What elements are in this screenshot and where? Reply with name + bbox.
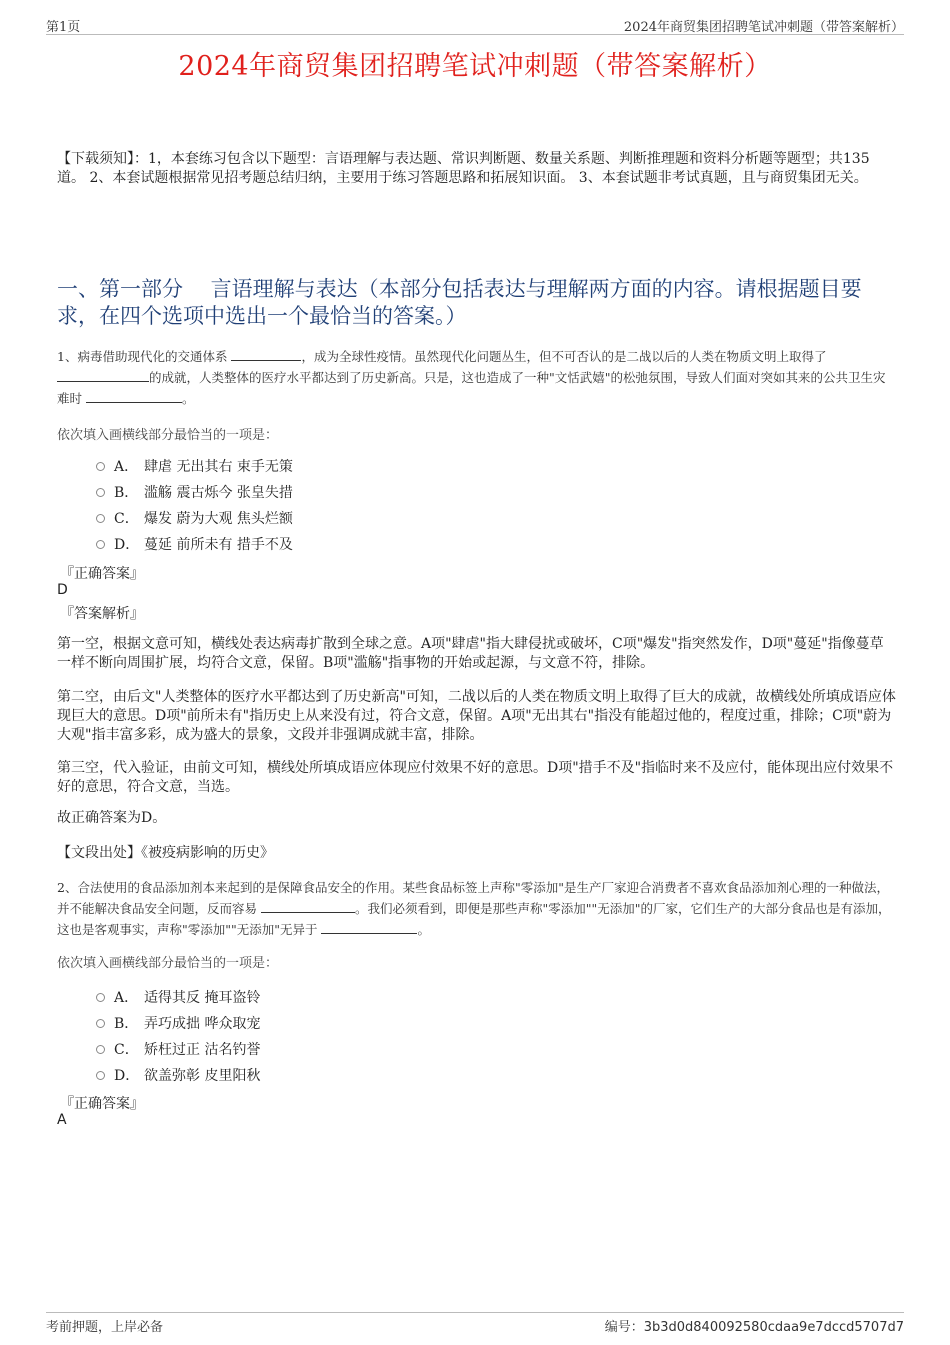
radio-icon[interactable] xyxy=(96,462,105,471)
radio-icon[interactable] xyxy=(96,1019,105,1028)
radio-icon[interactable] xyxy=(96,993,105,1002)
question-1-prompt: 依次填入画横线部分最恰当的一项是： xyxy=(57,428,279,443)
question-2-options xyxy=(96,984,260,1088)
option-b[interactable]: B． 滥觞 震古烁今 张皇失措 xyxy=(96,479,293,505)
answer-label: 『正确答案』 xyxy=(60,1096,144,1112)
radio-icon[interactable] xyxy=(96,540,105,549)
radio-icon[interactable] xyxy=(96,1071,105,1080)
document-title: 2024年商贸集团招聘笔试冲刺题（带答案解析） xyxy=(178,51,772,82)
option-c[interactable]: C． 爆发 蔚为大观 焦头烂额 xyxy=(96,505,293,531)
option-a[interactable]: A． 肆虐 无出其右 束手无策 xyxy=(96,453,293,479)
question-1-options xyxy=(96,453,293,557)
analysis-conclusion: 故正确答案为D。 xyxy=(57,810,167,826)
radio-icon[interactable] xyxy=(96,488,105,497)
blank xyxy=(321,919,417,934)
blank xyxy=(57,367,149,382)
header-doc-title: 2024年商贸集团招聘笔试冲刺题（带答案解析） xyxy=(623,20,904,35)
page-number: 第1页 xyxy=(46,20,81,35)
footer-slogan: 考前押题，上岸必备 xyxy=(46,1320,164,1335)
blank xyxy=(261,898,355,913)
blank xyxy=(86,388,182,403)
option-b[interactable]: B． 弄巧成拙 哗众取宠 xyxy=(96,1010,260,1036)
option-a[interactable]: A． 适得其反 掩耳盗铃 xyxy=(96,984,260,1010)
blank xyxy=(231,346,301,361)
option-c[interactable]: C． 矫枉过正 沽名钓誉 xyxy=(96,1036,260,1062)
radio-icon[interactable] xyxy=(96,1045,105,1054)
source-citation: 【文段出处】《被疫病影响的历史》 xyxy=(57,845,274,861)
correct-answer: A xyxy=(57,1112,67,1128)
analysis-paragraph: 第二空，由后文"人类整体的医疗水平都达到了历史新高"可知，二战以后的人类在物质文明上取得了巨大的成就，故横线处所填成语应体现巨大的意思。D项"前所未有"指历史上从来没有过，符合文意，保留。A项"无出其右"指没有能超过他的，程度过重，排除；C项"蔚为大观"指丰富多彩，成为盛大的景象，文段并非强调成就丰富，排除。 xyxy=(57,689,896,743)
page-footer xyxy=(46,1312,904,1333)
option-d[interactable]: D． 欲盖弥彰 皮里阳秋 xyxy=(96,1062,260,1088)
answer-label: 『正确答案』 xyxy=(60,566,144,582)
section-title: 一、第一部分 言语理解与表达（本部分包括表达与理解两方面的内容。请根据题目要求，在四个选项中选出一个最恰当的答案。） xyxy=(57,277,862,328)
option-d[interactable]: D． 蔓延 前所未有 措手不及 xyxy=(96,531,293,557)
analysis-label: 『答案解析』 xyxy=(60,606,144,622)
question-1-stem: 1、病毒借助现代化的交通体系 ，成为全球性疫情。虽然现代化问题丛生，但不可否认的是二战以后的人类在物质文明上取得了 的成就，人类整体的医疗水平都达到了历史新高。只是，这也造成了一种"文恬武嬉"的松弛氛围，导致人们面对突如其来的公共卫生灾难时 。 xyxy=(57,346,895,409)
analysis-paragraph: 第三空，代入验证，由前文可知，横线处所填成语应体现应付效果不好的意思。D项"措手不及"指临时来不及应付，能体现出应付效果不好的意思，符合文意，当选。 xyxy=(57,760,894,795)
radio-icon[interactable] xyxy=(96,514,105,523)
question-2-prompt: 依次填入画横线部分最恰当的一项是： xyxy=(57,956,279,971)
download-notice: 【下载须知】：1，本套练习包含以下题型：言语理解与表达题、常识判断题、数量关系题、判断推理题和资料分析题等题型；共135道。 2、本套试题根据常见招考题总结归纳，主要用于练习答题思路和拓展知识面。 3、本套试题非考试真题，且与商贸集团无关。 xyxy=(57,151,870,186)
correct-answer: D xyxy=(57,582,68,598)
page-header xyxy=(46,14,904,35)
analysis-paragraph: 第一空，根据文意可知，横线处表达病毒扩散到全球之意。A项"肆虐"指大肆侵扰或破坏，C项"爆发"指突然发作，D项"蔓延"指像蔓草一样不断向周围扩展，均符合文意，保留。B项"滥觞"指事物的开始或起源，与文意不符，排除。 xyxy=(57,636,884,671)
footer-code: 编号：3b3d0d840092580cdaa9e7dccd5707d7 xyxy=(604,1320,904,1335)
question-2-stem: 2、合法使用的食品添加剂本来起到的是保障食品安全的作用。某些食品标签上声称"零添加"是生产厂家迎合消费者不喜欢食品添加剂心理的一种做法，并不能解决食品安全问题，反而容易 。我们必须看到，即便是那些声称"零添加""无添加"的厂家，它们生产的大部分食品也是有添加，这也是客观事实，声称"零添加""无添加"无异于 。 xyxy=(57,880,891,937)
